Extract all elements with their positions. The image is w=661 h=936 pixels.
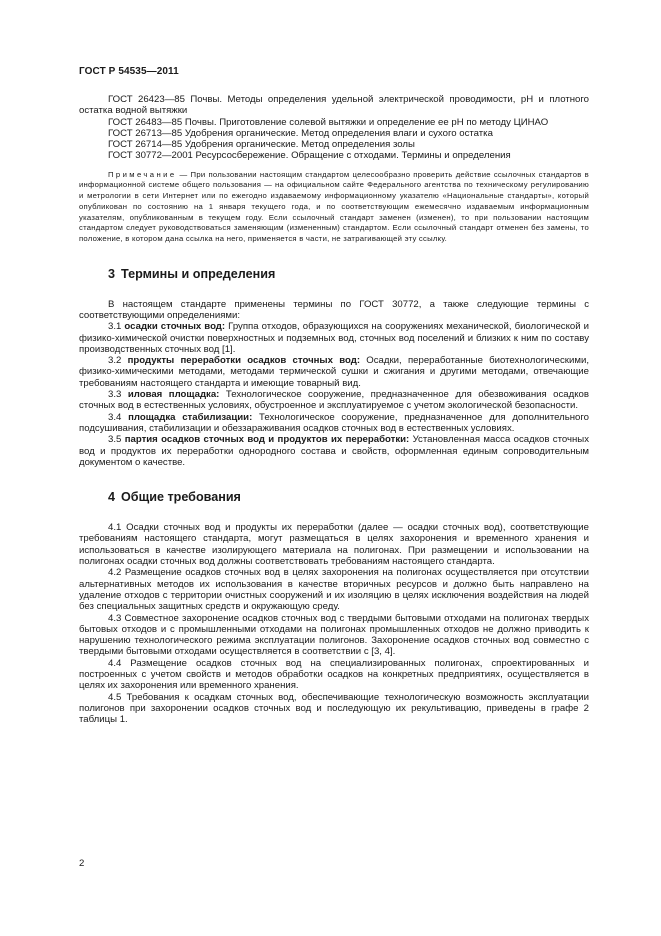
requirement-paragraph: 4.2 Размещение осадков сточных вод в целях захоронения на полигонах осуществляется при отсутствии альтернативных методов их использования в качестве вторичных ресурсов и должно быть направлено на удаление отходов с территории очистных сооружений и их изоляцию в целях исключения воздействия на людей без специальных защитных средств и окружающую среду.: [79, 567, 589, 613]
reference-item: ГОСТ 26483—85 Почвы. Приготовление солевой вытяжки и определение ее рН по методу ЦИНАО: [108, 116, 549, 128]
section-3-heading: [108, 267, 589, 281]
definition: Установленная масса осадков сточных вод и продуктов их переработки однородного состава и свойств, оформленная единым сопроводительным документом о качестве.: [79, 434, 589, 468]
term-number: 3.1: [108, 321, 122, 333]
term: иловая площадка:: [127, 389, 220, 401]
section-3-intro: В настоящем стандарте применены термины по ГОСТ 30772, а также следующие термины с соответствующими определениями:: [79, 298, 589, 321]
reference-item: ГОСТ 26423—85 Почвы. Методы определения удельной электрической проводимости, рН и плотного остатка водной вытяжки: [79, 94, 589, 117]
note-text: — При пользовании настоящим стандартом целесообразно проверить действие ссылочных стандартов в информационной системе общего пользования — на официальном сайте Федерального агентства по техническому регулированию и метрологии в сети Интернет или по ежегодно издаваемому информационному указателю «Национальные стандарты», который опубликован по состоянию на 1 января текущего года, и по соответствующим ежемесячно издаваемым информационным указателям, опубликованным в текущем году. Если ссылочный стандарт заменен (изменен), то при пользовании настоящим стандартом следует руководствоваться заменяющим (измененным) стандартом. Если ссылочный стандарт отменен без замены, то положение, в котором дана ссылка на него, применяется в части, не затрагивающей эту ссылку.: [79, 169, 589, 243]
term-number: 3.2: [108, 355, 122, 367]
section-title: Общие требования: [121, 490, 241, 505]
section-title: Термины и определения: [121, 266, 276, 281]
term-definition: [79, 412, 589, 435]
definition: Технологическое сооружение, предназначенное для обезвоживания осадков сточных вод в естественных условиях, обустроенное и эксплуатируемое с учетом экологической безопасности.: [79, 389, 589, 412]
running-header: ГОСТ Р 54535—2011: [79, 66, 179, 77]
term: партия осадков сточных вод и продуктов их переработки:: [124, 434, 410, 446]
reference-item: ГОСТ 26713—85 Удобрения органические. Метод определения влаги и сухого остатка: [108, 127, 493, 139]
section-4-heading: [108, 490, 589, 504]
term-number: 3.4: [108, 411, 122, 423]
requirement-paragraph: 4.4 Размещение осадков сточных вод на специализированных полигонах, спроектированных и построенных с учетом свойств и методов обработки осадков на конкретных предприятиях, осуществляется в целях их захоронения или временного хранения.: [79, 657, 589, 692]
requirement-paragraph: 4.3 Совместное захоронение осадков сточных вод с твердыми бытовыми отходами на полигонах твердых бытовых отходов и с промышленными отходами на полигонах промышленных отходов не должно приводить к нарушению технологического режима эксплуатации полигонов. Захоронение осадков сточных вод совместно с твердыми бытовыми отходами осуществляется в соответствии с [3, 4].: [79, 612, 589, 658]
term-definition: [79, 434, 589, 468]
definition: Осадки, переработанные биотехнологическими, физико-химическими методами, методами термической сушки и сжигания и другими методами, отвечающие требованиям настоящего стандарта и имеющие товарный вид.: [79, 355, 589, 389]
note-lead: Примечание: [108, 169, 177, 179]
term: площадка стабилизации:: [128, 411, 253, 423]
term-number: 3.5: [108, 434, 122, 446]
term-number: 3.3: [108, 389, 122, 401]
requirement-paragraph: 4.5 Требования к осадкам сточных вод, обеспечивающие технологическую возможность эксплуатации полигонов при захоронении осадков сточных вод и последующую их рекультивацию, приведены в графе 2 таблицы 1.: [79, 691, 589, 726]
reference-item: ГОСТ 26714—85 Удобрения органические. Метод определения золы: [108, 139, 415, 151]
page-number: 2: [79, 858, 85, 869]
requirement-paragraph: 4.1 Осадки сточных вод и продукты их переработки (далее — осадки сточных вод), соответствующие требованиям настоящего стандарта, могут размещаться в целях захоронения и временного хранения и использоваться в качестве изолирующего материала на полигонах. При размещении и использовании на полигонах осадки сточных вод должны соответствовать требованиям настоящего стандарта.: [79, 522, 589, 568]
definition: Группа отходов, образующихся на сооружениях механической, биологической и физико-химической очистки поверхностных и подземных вод, сточных вод поселений и близких к ним по составу производственных сточных вод [1].: [79, 321, 590, 355]
term: продукты переработки осадков сточных вод:: [127, 355, 361, 367]
definition: Технологическое сооружение, предназначенное для дополнительного подсушивания, стабилизации и обеззараживания осадков сточных вод в естественных условиях.: [79, 411, 589, 434]
section-number: 3: [108, 266, 116, 281]
references-list: [79, 94, 589, 162]
term-definition: [79, 321, 589, 355]
reference-item: ГОСТ 30772—2001 Ресурсосбережение. Обращение с отходами. Термины и определения: [108, 150, 511, 162]
term-definition: [79, 355, 589, 389]
note-paragraph: [79, 170, 589, 245]
term-definition: [79, 389, 589, 412]
section-number: 4: [108, 490, 116, 505]
term: осадки сточных вод:: [124, 321, 226, 333]
page-content: [79, 94, 589, 726]
